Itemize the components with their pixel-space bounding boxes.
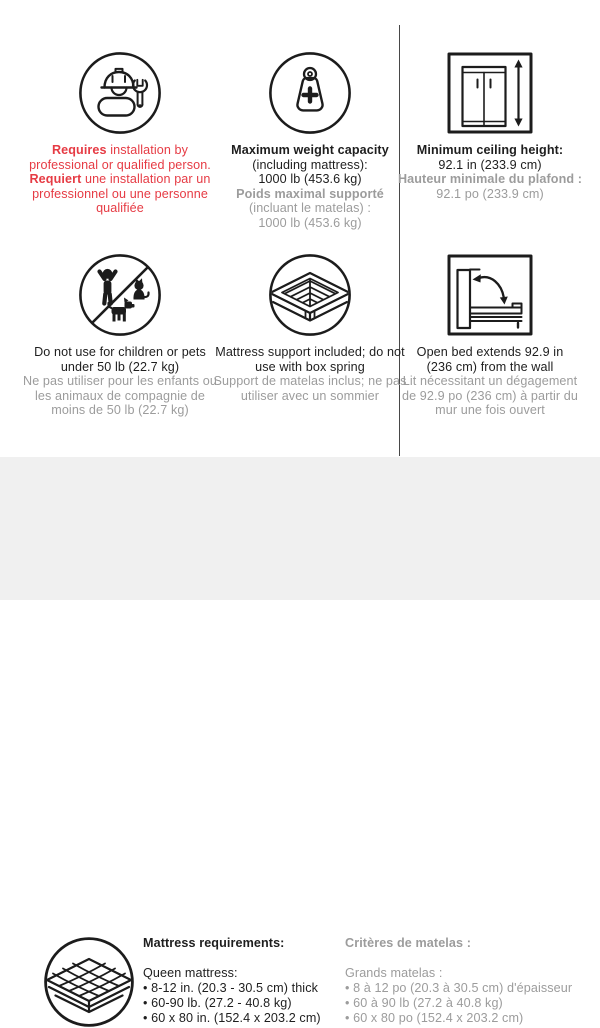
- install-iconwrap: [20, 49, 220, 137]
- mattress-req-item: • 60 x 80 in. (152.4 x 203.2 cm): [143, 1011, 321, 1026]
- children-text-fr: Ne pas utiliser pour les enfants ou les animaux de compagnie de moins de 50 lb (22.7 kg): [23, 374, 217, 417]
- openbed-text: [400, 345, 580, 418]
- support-iconwrap: [212, 251, 408, 339]
- mattress-req-sub-fr: Grands matelas :: [345, 966, 443, 980]
- openbed-fr-line1: Lit nécessitant un dégagement: [402, 374, 578, 388]
- children-text: [22, 345, 218, 418]
- mattress-req-item: • 60 à 90 lb (27.2 à 40.8 kg): [345, 996, 572, 1011]
- install-text-en: Requires installation by professional or qualified person.: [29, 143, 211, 172]
- openbed-fr-line2: de 92.9 po (236 cm) à partir du: [401, 388, 578, 403]
- installer-hardhat-wrench-icon: [78, 51, 162, 135]
- openbed-fr-line3: mur une fois ouvert: [435, 403, 545, 417]
- weight-fr-line2: 1000 lb (453.6 kg): [258, 215, 362, 230]
- install-text: [20, 143, 220, 216]
- mattress-req-list-en: [143, 981, 321, 1026]
- mattress-req-item: • 60 x 80 po (152.4 x 203.2 cm): [345, 1011, 572, 1026]
- no-children-pets-cell: [22, 251, 218, 418]
- support-text-en: Mattress support included; do not use with box spring: [215, 345, 405, 374]
- weight-line2: 1000 lb (453.6 kg): [258, 172, 362, 186]
- ceiling-title: Minimum ceiling height:: [416, 143, 564, 157]
- open-bed-cell: [400, 251, 580, 418]
- ceiling-iconwrap: [392, 49, 588, 137]
- children-iconwrap: [22, 251, 218, 339]
- mattress-requirements-section: [0, 457, 600, 1025]
- mattress-req-item: • 60-90 lb. (27.2 - 40.8 kg): [143, 996, 321, 1011]
- mattress-support-slats-icon: [268, 253, 352, 337]
- weight-fr-line1: (incluant le matelas) :: [249, 201, 371, 215]
- mattress-req-list-fr: [345, 981, 572, 1026]
- weight-title: Maximum weight capacity: [231, 143, 389, 157]
- install-text-fr: Requiert une installation par un professionnel ou une personne qualifiée: [29, 172, 211, 215]
- no-children-pets-icon: [78, 253, 162, 337]
- weight-iconwrap: [210, 49, 410, 137]
- weight-line1: (including mattress):: [252, 157, 368, 172]
- weight-capacity-icon: [268, 51, 352, 135]
- weight-capacity-cell: [210, 49, 410, 230]
- mattress-support-cell: [212, 251, 408, 403]
- ceiling-fr-title: Hauteur minimale du plafond :: [397, 172, 583, 186]
- ceiling-text: [392, 143, 588, 201]
- mattress-req-title-en: Mattress requirements:: [143, 936, 285, 950]
- mattress-req-item: • 8-12 in. (20.3 - 30.5 cm) thick: [143, 981, 321, 996]
- open-bed-clearance-icon: [446, 253, 534, 337]
- support-text-fr: Support de matelas inclus; ne pas utiliser avec un sommier: [213, 374, 407, 403]
- ceiling-line1: 92.1 in (233.9 cm): [438, 157, 542, 172]
- ceiling-height-icon: [446, 51, 534, 135]
- mattress-req-sub-en: Queen mattress:: [143, 966, 238, 980]
- openbed-line2: (236 cm) from the wall: [426, 359, 554, 374]
- mattress-icon: [43, 936, 135, 1028]
- mattress-req-fr-column: [345, 936, 572, 1026]
- openbed-iconwrap: [400, 251, 580, 339]
- mattress-req-title-fr: Critères de matelas :: [345, 936, 471, 950]
- mattress-iconwrap: [43, 936, 135, 1028]
- weight-fr-title: Poids maximal supporté: [236, 186, 384, 201]
- ceiling-fr-line1: 92.1 po (233.9 cm): [436, 186, 544, 201]
- support-text: [212, 345, 408, 403]
- mattress-req-en-column: [143, 936, 321, 1026]
- install-requirement-cell: [20, 49, 220, 216]
- ceiling-height-cell: [392, 49, 588, 201]
- weight-text: [210, 143, 410, 230]
- mattress-req-item: • 8 à 12 po (20.3 à 30.5 cm) d'épaisseur: [345, 981, 572, 996]
- openbed-line1: Open bed extends 92.9 in: [416, 345, 564, 359]
- children-text-en: Do not use for children or pets under 50 lb (22.7 kg): [34, 345, 206, 374]
